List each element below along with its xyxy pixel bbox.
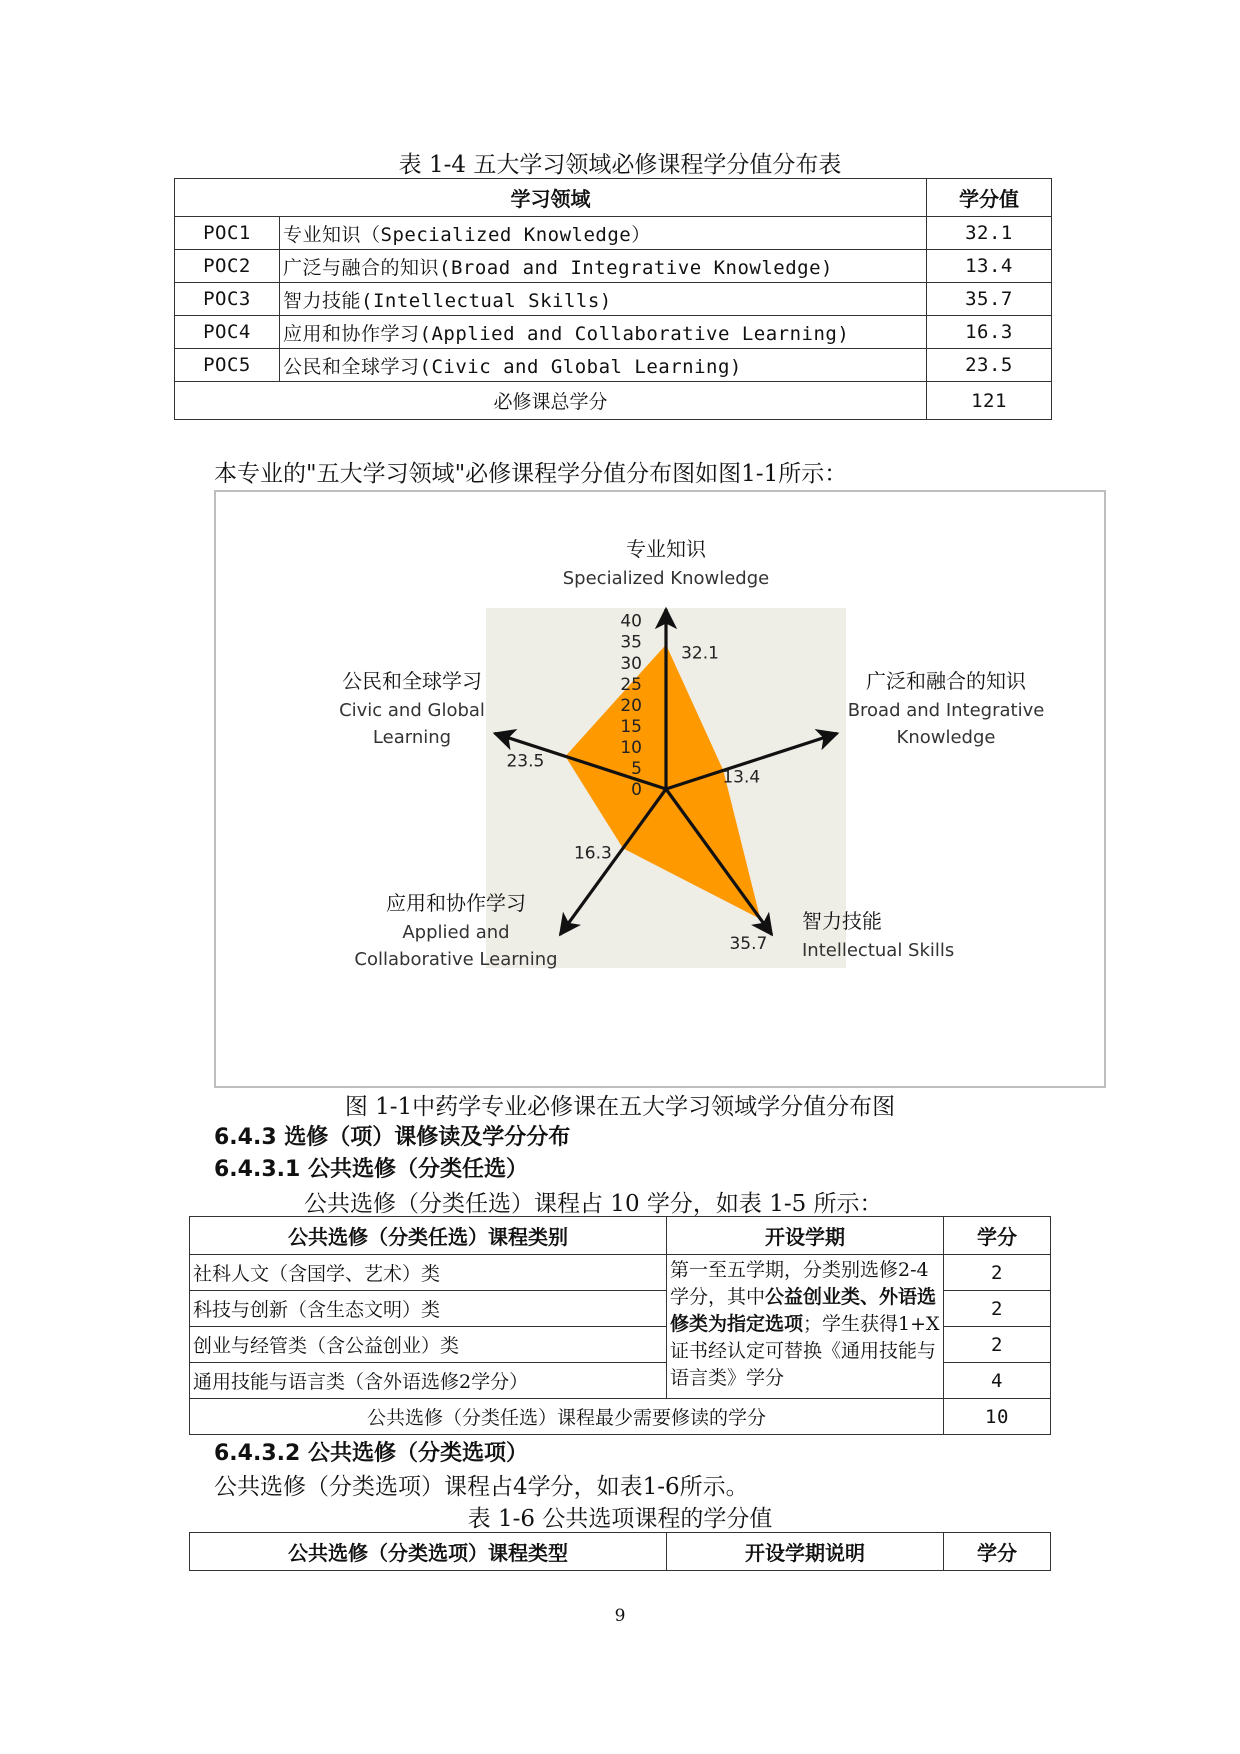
category-cell: 创业与经管类（含公益创业）类	[190, 1327, 667, 1363]
radar-axis-label-en: Specialized Knowledge	[562, 568, 770, 589]
note-text-bold: 公益创业类、外语选修类为指定选项	[670, 1286, 937, 1335]
category-cell: 社科人文（含国学、艺术）类	[190, 1255, 667, 1291]
category-cell: 科技与创新（含生态文明）类	[190, 1291, 667, 1327]
row-code: POC3	[175, 283, 280, 316]
table15-total-value: 10	[944, 1399, 1051, 1435]
table-row	[175, 217, 1052, 250]
paragraph-6-4-3-2: 公共选修（分类选项）课程占4学分，如表1-6所示。	[214, 1474, 749, 1500]
row-name: 智力技能(Intellectual Skills)	[280, 283, 927, 316]
radar-tick-label: 25	[620, 674, 642, 695]
credit-cell: 2	[944, 1291, 1051, 1327]
table-row	[175, 250, 1052, 283]
table16-header-category: 公共选修（分类选项）课程类型	[190, 1533, 667, 1571]
row-name: 专业知识（Specialized Knowledge）	[280, 217, 927, 250]
table-row	[175, 316, 1052, 349]
radar-axis-label-en: Knowledge	[896, 727, 996, 748]
credit-cell: 2	[944, 1255, 1051, 1291]
table16-header-credit: 学分	[944, 1533, 1051, 1571]
radar-axis-label-cn: 专业知识	[626, 537, 706, 561]
row-code: POC2	[175, 250, 280, 283]
row-credit: 13.4	[927, 250, 1052, 283]
table15-header-semester: 开设学期	[667, 1217, 944, 1255]
heading-6-4-3-2: 6.4.3.2 公共选修（分类选项）	[214, 1441, 528, 1466]
table16-caption: 表 1-6 公共选项课程的学分值	[467, 1506, 773, 1532]
radar-axis-label-en: Broad and Integrative	[847, 700, 1045, 721]
semester-note-cell	[667, 1255, 944, 1399]
table14-caption: 表 1-4 五大学习领域必修课程学分值分布表	[398, 152, 842, 178]
radar-axis-label-en: Civic and Global	[339, 700, 485, 721]
radar-tick-label: 30	[620, 653, 642, 674]
table15	[189, 1216, 1051, 1435]
table15-total-label: 公共选修（分类任选）课程最少需要修读的学分	[190, 1399, 944, 1435]
row-credit: 32.1	[927, 217, 1052, 250]
paragraph-6-4-3-1: 公共选修（分类任选）课程占 10 学分，如表 1-5 所示：	[304, 1191, 883, 1217]
radar-tick-label: 40	[620, 611, 642, 632]
row-name: 广泛与融合的知识(Broad and Integrative Knowledge)	[280, 250, 927, 283]
row-name: 公民和全球学习(Civic and Global Learning)	[280, 349, 927, 382]
table14	[174, 178, 1052, 420]
radar-axis-label-en: Applied and	[402, 922, 510, 943]
row-name: 应用和协作学习(Applied and Collaborative Learning)	[280, 316, 927, 349]
figure-caption: 图 1-1中药学专业必修课在五大学习领域学分值分布图	[344, 1094, 896, 1120]
table14-total-row	[175, 382, 1052, 420]
radar-value-label: 35.7	[729, 934, 768, 954]
table16	[189, 1532, 1051, 1571]
radar-tick-label: 15	[620, 716, 642, 737]
table15-header-row	[190, 1217, 1051, 1255]
radar-tick-label: 5	[631, 759, 642, 779]
radar-tick-label: 0	[631, 780, 642, 800]
radar-axis-label-en: Collaborative Learning	[354, 949, 558, 970]
note-text-part1: 第一至五学期，分类别选修2-4学分，其中	[670, 1259, 929, 1308]
credit-cell: 4	[944, 1363, 1051, 1399]
radar-axis-label-cn: 应用和协作学习	[386, 891, 526, 915]
radar-tick-label: 35	[620, 632, 642, 653]
heading-6-4-3-1: 6.4.3.1 公共选修（分类任选）	[214, 1157, 528, 1182]
radar-tick-label: 20	[620, 695, 642, 716]
table14-header-credit: 学分值	[927, 179, 1052, 217]
radar-axis-label-en: Learning	[372, 727, 452, 748]
table15-header-credit: 学分	[944, 1217, 1051, 1255]
radar-axis-label-en: Intellectual Skills	[802, 940, 955, 961]
chart-frame	[214, 490, 1106, 1088]
row-credit: 35.7	[927, 283, 1052, 316]
total-value: 121	[927, 382, 1052, 420]
total-label: 必修课总学分	[175, 382, 927, 420]
radar-axis-label-cn: 广泛和融合的知识	[866, 669, 1026, 693]
table15-total-row	[190, 1399, 1051, 1435]
table14-header-row	[175, 179, 1052, 217]
row-code: POC5	[175, 349, 280, 382]
radar-axis-label-cn: 智力技能	[802, 909, 882, 933]
radar-tick-label: 10	[620, 737, 642, 758]
table16-header-row	[190, 1533, 1051, 1571]
radar-value-label: 13.4	[722, 767, 761, 788]
table16-header-semester: 开设学期说明	[667, 1533, 944, 1571]
row-credit: 16.3	[927, 316, 1052, 349]
radar-chart	[216, 492, 1104, 1086]
category-cell: 通用技能与语言类（含外语选修2学分）	[190, 1363, 667, 1399]
table14-header-domain: 学习领域	[175, 179, 927, 217]
row-code: POC1	[175, 217, 280, 250]
row-credit: 23.5	[927, 349, 1052, 382]
radar-value-label: 23.5	[506, 751, 545, 772]
radar-value-label: 16.3	[573, 843, 612, 864]
table-row	[175, 349, 1052, 382]
table-row	[175, 283, 1052, 316]
intro-text: 本专业的"五大学习领域"必修课程学分值分布图如图1-1所示：	[214, 461, 848, 487]
radar-axis-label-cn: 公民和全球学习	[342, 669, 482, 693]
note-text-part2: ；学生获得1+X证书经认定可替换《通用技能与语言类》学分	[670, 1313, 940, 1389]
page-number: 9	[614, 1606, 626, 1626]
table15-header-category: 公共选修（分类任选）课程类别	[190, 1217, 667, 1255]
radar-value-label: 32.1	[681, 643, 719, 664]
row-code: POC4	[175, 316, 280, 349]
credit-cell: 2	[944, 1327, 1051, 1363]
table-row	[190, 1255, 1051, 1291]
heading-6-4-3: 6.4.3 选修（项）课修读及学分分布	[214, 1125, 571, 1150]
